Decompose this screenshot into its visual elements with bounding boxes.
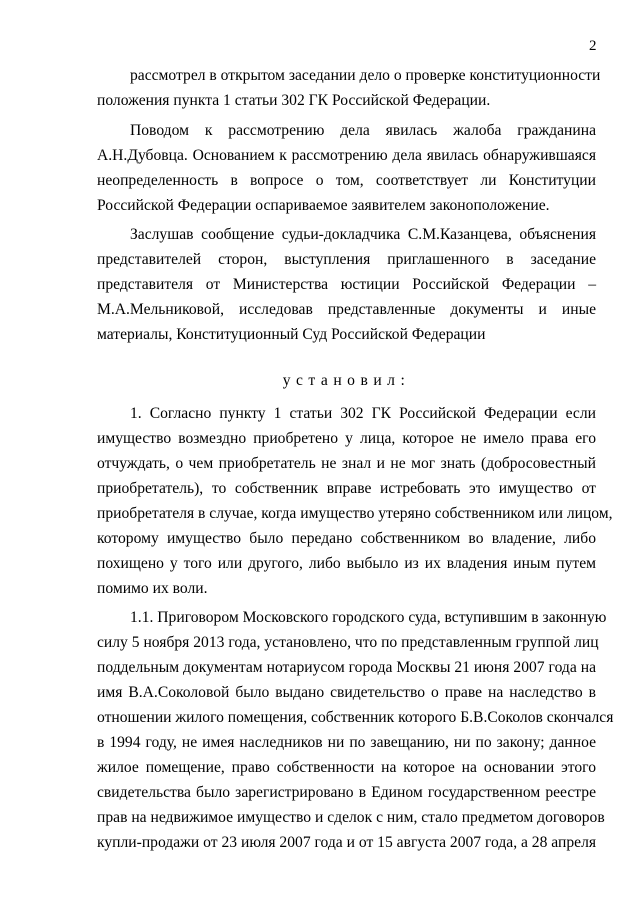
text-line: Поводом к рассмотрению дела явилась жалоба гражданина xyxy=(130,122,596,139)
text-line: положения пункта 1 статьи 302 ГК Российской Федерации. xyxy=(97,92,491,109)
text-line: которому имущество было передано собственником во владение, либо xyxy=(97,530,596,547)
text-line: Заслушав сообщение судьи-докладчика С.М.Казанцева, объяснения xyxy=(130,226,596,243)
text-line: приобретатель), то собственник вправе истребовать это имущество от xyxy=(97,480,596,497)
text-line: в 1994 году, не имея наследников ни по завещанию, ни по закону; данное xyxy=(97,734,596,751)
text-line: купли-продажи от 23 июля 2007 года и от 15 августа 2007 года, а 28 апреля xyxy=(97,834,597,851)
text-line: 1. Согласно пункту 1 статьи 302 ГК Российской Федерации если xyxy=(130,405,596,422)
text-line: похищено у того или другого, либо выбыло из их владения иным путем xyxy=(97,555,596,572)
text-line: помимо их воли. xyxy=(97,580,208,597)
section-heading: установил: xyxy=(282,372,411,389)
page-number: 2 xyxy=(589,38,597,54)
text-line: представителя от Министерства юстиции Российской Федерации – xyxy=(97,276,596,293)
text-line: отчуждать, о чем приобретатель не знал и не мог знать (добросовестный xyxy=(97,455,596,472)
text-line: отношении жилого помещения, собственник которого Б.В.Соколов скончался xyxy=(97,709,614,726)
text-line: имущество возмездно приобретено у лица, которое не имело права его xyxy=(97,430,596,447)
text-line: поддельным документам нотариусом города Москвы 21 июня 2007 года на xyxy=(97,659,596,676)
text-line: А.Н.Дубовца. Основанием к рассмотрению дела явилась обнаружившаяся xyxy=(97,147,596,164)
text-line: неопределенность в вопросе о том, соответствует ли Конституции xyxy=(97,172,596,189)
text-line: силу 5 ноября 2013 года, установлено, что по представленным группой лиц xyxy=(97,634,599,651)
text-line: представителей сторон, выступления приглашенного в заседание xyxy=(97,251,596,268)
text-line: материалы, Конституционный Суд Российской Федерации xyxy=(97,326,486,343)
text-line: свидетельства было зарегистрировано в Едином государственном реестре xyxy=(97,784,596,801)
text-line: 1.1. Приговором Московского городского суда, вступившим в законную xyxy=(130,609,607,626)
text-line: прав на недвижимое имущество и сделок с ним, стало предметом договоров xyxy=(97,809,605,826)
text-line: М.А.Мельниковой, исследовав представленные документы и иные xyxy=(97,301,596,318)
text-line: Российской Федерации оспариваемое заявителем законоположение. xyxy=(97,197,550,214)
text-line: рассмотрел в открытом заседании дело о проверке конституционности xyxy=(130,67,601,84)
text-line: имя В.А.Соколовой было выдано свидетельство о праве на наследство в xyxy=(97,684,596,701)
text-line: приобретателя в случае, когда имущество утеряно собственником или лицом, xyxy=(97,505,613,522)
text-line: жилое помещение, право собственности на которое на основании этого xyxy=(97,759,596,776)
